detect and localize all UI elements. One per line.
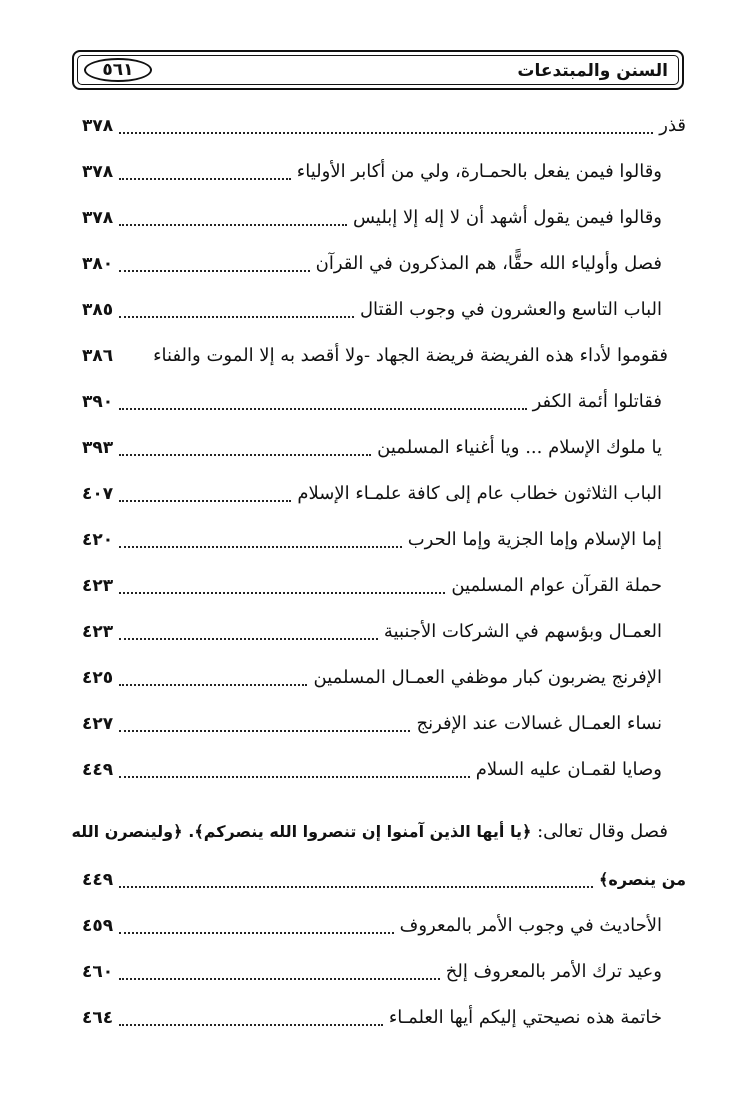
dot-leader [119, 932, 394, 934]
toc-entry [82, 154, 662, 190]
dot-leader [119, 500, 291, 502]
dot-leader [119, 592, 445, 594]
toc-entry-page: ٣٨٥ [82, 300, 114, 320]
dot-leader [119, 1024, 383, 1026]
toc-entry-page: ٣٩٣ [82, 438, 114, 458]
verse-quote-2: ﴿ولينصرن الله [71, 822, 183, 841]
toc-entry-title: الباب التاسع والعشرون في وجوب القتال [359, 299, 662, 320]
toc-entry [82, 660, 662, 696]
toc-entry-title: فقاتلوا أئمة الكفر [532, 391, 662, 412]
toc-entry [82, 1000, 662, 1036]
dot-leader [119, 224, 347, 226]
toc-entry-title: وقالوا فيمن يفعل بالحمـارة، ولي من أكابر الأولياء [296, 161, 662, 182]
toc-entry [82, 108, 686, 144]
toc-entry [82, 430, 662, 466]
toc-entry-page: ٤٢٣ [82, 622, 114, 642]
toc-entry-page: ٣٩٠ [82, 392, 114, 412]
dot-leader [119, 316, 354, 318]
toc-entry-page: ٤٤٩ [82, 870, 114, 890]
dot-leader [119, 776, 470, 778]
toc-entry-page: ٣٧٨ [82, 162, 114, 182]
toc-entry [82, 384, 662, 420]
toc-entry [82, 908, 662, 944]
toc-entry-title: فقوموا لأداء هذه الفريضة فريضة الجهاد -ولا أقصد به إلا الموت والفناء [153, 345, 668, 366]
verse-entry-prefix: فصل وقال تعالى: [537, 821, 668, 842]
toc-entry-page: ٤٢٠ [82, 530, 114, 550]
dot-leader [119, 178, 291, 180]
toc-entry [82, 292, 662, 328]
toc-entry-title: خاتمة هذه نصيحتي إليكم أيها العلمـاء [388, 1007, 662, 1028]
toc-entry-page: ٤٦٤ [82, 1008, 114, 1028]
page-number: ٥٦١ [84, 58, 152, 82]
dot-leader [119, 730, 410, 732]
dot-leader [119, 408, 526, 410]
dot-leader [119, 546, 402, 548]
dot-leader [119, 454, 371, 456]
toc-entry-title: الإفرنج يضربون كبار موظفي العمـال المسلمين [313, 667, 662, 688]
toc-entry [82, 246, 662, 282]
toc-entry-title: إما الإسلام وإما الجزية وإما الحرب [407, 529, 662, 550]
toc-entry-verse-line [71, 814, 668, 850]
toc-entry-page: ٤٠٧ [82, 484, 114, 504]
toc-entry-title: نساء العمـال غسالات عند الإفرنج [416, 713, 662, 734]
running-title: السنن والمبتدعات [517, 61, 668, 81]
toc-entry [82, 568, 662, 604]
toc-entry-title: وصايا لقمـان عليه السلام [475, 759, 662, 780]
dot-leader [119, 684, 307, 686]
toc-entry-title: حملة القرآن عوام المسلمين [451, 575, 662, 596]
dot-leader [119, 638, 378, 640]
toc-entry [82, 706, 662, 742]
toc-entry-title: الأحاديث في وجوب الأمر بالمعروف [399, 915, 662, 936]
toc-entry [82, 200, 662, 236]
toc-entry-page: ٤٢٣ [82, 576, 114, 596]
toc-entry [82, 522, 662, 558]
toc-entry-page: ٣٨٦ [82, 346, 114, 366]
toc-entry-page: ٣٧٨ [82, 116, 114, 136]
toc-entry [82, 954, 662, 990]
dot-leader [119, 886, 593, 888]
verse-quote-1: ﴿يا أيها الذين آمنوا إن تنصروا الله ينصركم﴾. [188, 822, 532, 841]
toc-entry [82, 476, 662, 512]
toc-entry-title: وقالوا فيمن يقول أشهد أن لا إله إلا إبليس [352, 207, 662, 228]
dot-leader [119, 270, 310, 272]
toc-entry-page: ٤٢٥ [82, 668, 114, 688]
toc-entry-title: فصل وأولياء الله حقًّا، هم المذكرون في القرآن [315, 253, 662, 274]
toc-entry [82, 862, 686, 898]
toc-entry-title: من ينصره﴾ [599, 870, 686, 889]
dot-leader [119, 978, 440, 980]
toc-entry-title: العمـال وبؤسهم في الشركات الأجنبية [383, 621, 662, 642]
toc-entry-page: ٣٧٨ [82, 208, 114, 228]
toc-entry-page: ٤٤٩ [82, 760, 114, 780]
toc-entry-page: ٣٨٠ [82, 254, 114, 274]
toc-entry-title: الباب الثلاثون خطاب عام إلى كافة علمـاء الإسلام [297, 483, 662, 504]
toc-entry-page: ٤٥٩ [82, 916, 114, 936]
toc-entry-title: وعيد ترك الأمر بالمعروف إلخ [445, 961, 662, 982]
toc-entry [82, 752, 662, 788]
toc-entry-title: يا ملوك الإسلام ... ويا أغنياء المسلمين [377, 437, 662, 458]
toc-entry [82, 614, 662, 650]
toc-entry-page: ٤٦٠ [82, 962, 114, 982]
dot-leader [119, 132, 653, 134]
toc-entry-title: قذر [659, 115, 686, 136]
toc-entry-page: ٤٢٧ [82, 714, 114, 734]
toc-entry [82, 338, 668, 374]
